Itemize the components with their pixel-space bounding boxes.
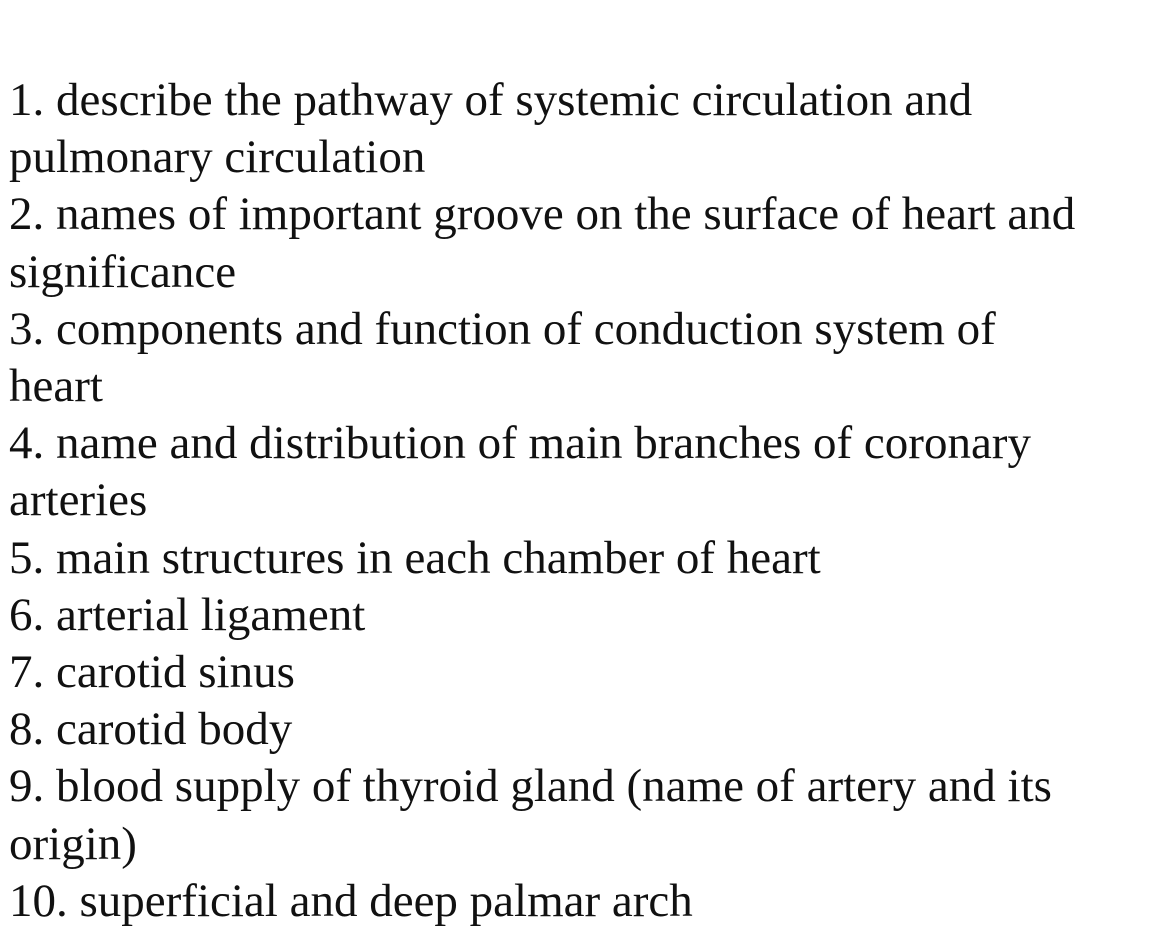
list-item — [9, 701, 1159, 758]
list-item — [9, 758, 1159, 872]
list-item — [9, 186, 1159, 300]
list-item — [9, 301, 1159, 415]
list-item-line: 7. carotid sinus — [9, 646, 295, 699]
list-item — [9, 530, 1159, 587]
list-item-line: pulmonary circulation — [9, 131, 426, 184]
list-item-line: 3. components and function of conduction system of — [9, 302, 996, 355]
list-item-line-cut-off: 10. superficial and deep palmar arch — [9, 874, 693, 927]
list-item-line: 9. blood supply of thyroid gland (name of artery and its — [9, 760, 1052, 813]
list-item-line: 5. main structures in each chamber of heart — [9, 531, 821, 584]
list-item-line: heart — [9, 360, 103, 413]
list-item-line: origin) — [9, 817, 137, 870]
list-item-line: 8. carotid body — [9, 703, 293, 756]
list-item-partial — [9, 873, 1159, 927]
list-item — [9, 644, 1159, 701]
list-item — [9, 72, 1159, 186]
list-item — [9, 415, 1159, 529]
list-item — [9, 587, 1159, 644]
list-item-line: arteries — [9, 474, 148, 527]
list-item-line: significance — [9, 245, 237, 298]
list-item-line: 4. name and distribution of main branches of coronary — [9, 417, 1031, 470]
document-body — [9, 72, 1159, 927]
list-item-line: 6. arterial ligament — [9, 588, 366, 641]
list-item-line: 1. describe the pathway of systemic circulation and — [9, 74, 973, 126]
list-item-line: 2. names of important groove on the surface of heart and — [9, 188, 1076, 241]
